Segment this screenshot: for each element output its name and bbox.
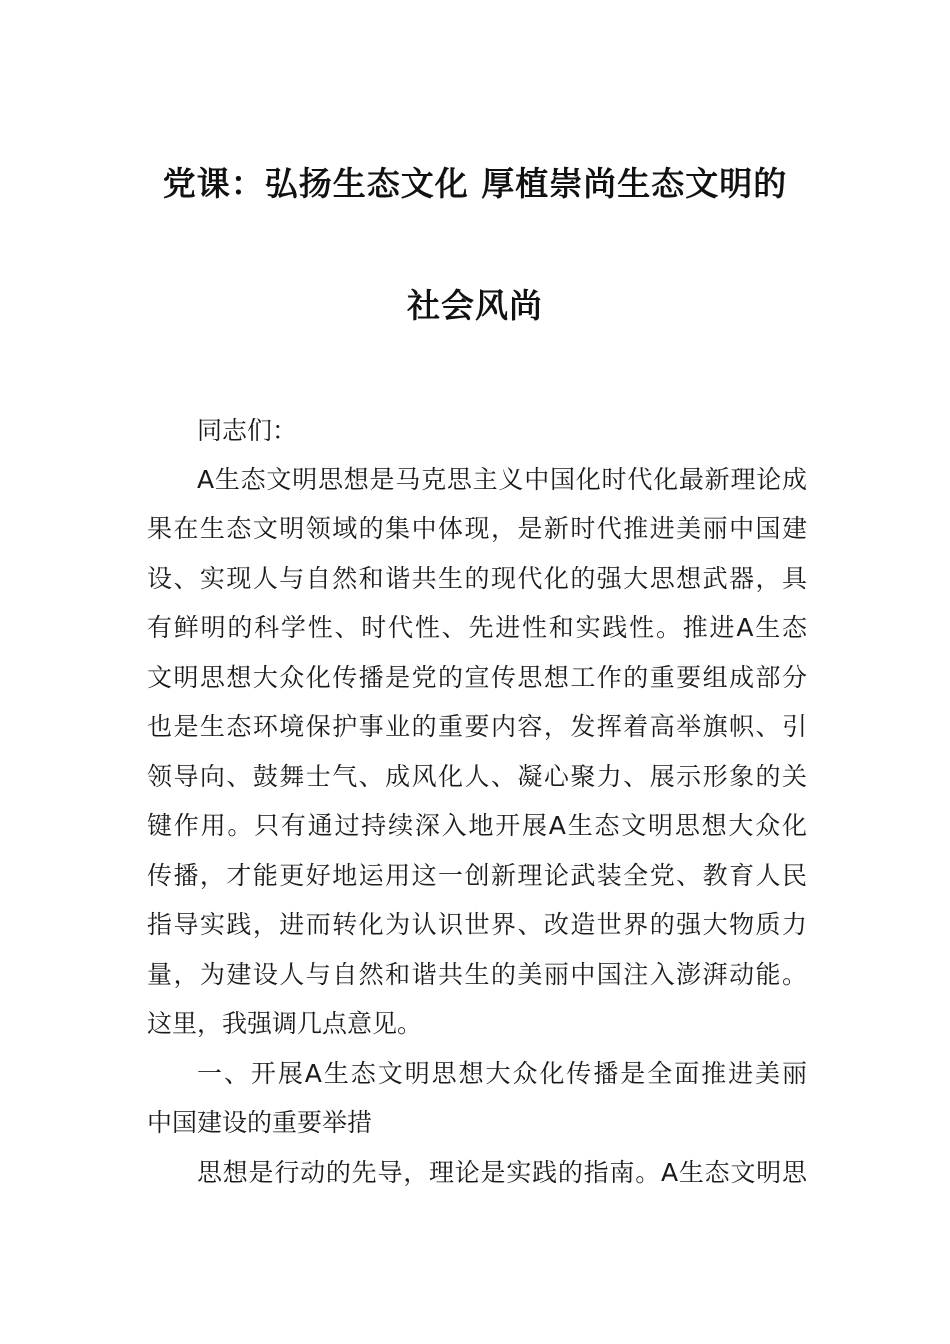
paragraph-line: 指导实践，进而转化为认识世界、改造世界的强大物质力 xyxy=(147,910,807,939)
section-heading-line: 中国建设的重要举措 xyxy=(147,1108,373,1137)
paragraph-line: 传播，才能更好地运用这一创新理论武装全党、教育人民 xyxy=(147,861,807,890)
paragraph-line: 这里，我强调几点意见。 xyxy=(147,1009,423,1038)
document-title-line-2: 社会风尚 xyxy=(407,286,543,325)
paragraph-line: 领导向、鼓舞士气、成风化人、凝心聚力、展示形象的关 xyxy=(147,762,807,791)
paragraph-line: 键作用。只有通过持续深入地开展A生态文明思想大众化 xyxy=(147,811,807,840)
paragraph-line: 也是生态环境保护事业的重要内容，发挥着高举旗帜、引 xyxy=(147,712,807,741)
paragraph-line: A生态文明思想是马克思主义中国化时代化最新理论成 xyxy=(197,465,807,494)
paragraph-line: 思想是行动的先导，理论是实践的指南。A生态文明思 xyxy=(197,1158,807,1187)
paragraph-line: 果在生态文明领域的集中体现，是新时代推进美丽中国建 xyxy=(147,514,807,543)
paragraph-line: 文明思想大众化传播是党的宣传思想工作的重要组成部分 xyxy=(147,663,807,692)
document-title-line-1: 党课：弘扬生态文化 厚植崇尚生态文明的 xyxy=(162,164,788,203)
section-heading-line: 一、开展A生态文明思想大众化传播是全面推进美丽 xyxy=(197,1059,807,1088)
paragraph-line: 设、实现人与自然和谐共生的现代化的强大思想武器，具 xyxy=(147,564,807,593)
paragraph-line: 量，为建设人与自然和谐共生的美丽中国注入澎湃动能。 xyxy=(147,960,807,989)
salutation: 同志们： xyxy=(197,416,298,445)
paragraph-line: 有鲜明的科学性、时代性、先进性和实践性。推进A生态 xyxy=(147,613,807,642)
